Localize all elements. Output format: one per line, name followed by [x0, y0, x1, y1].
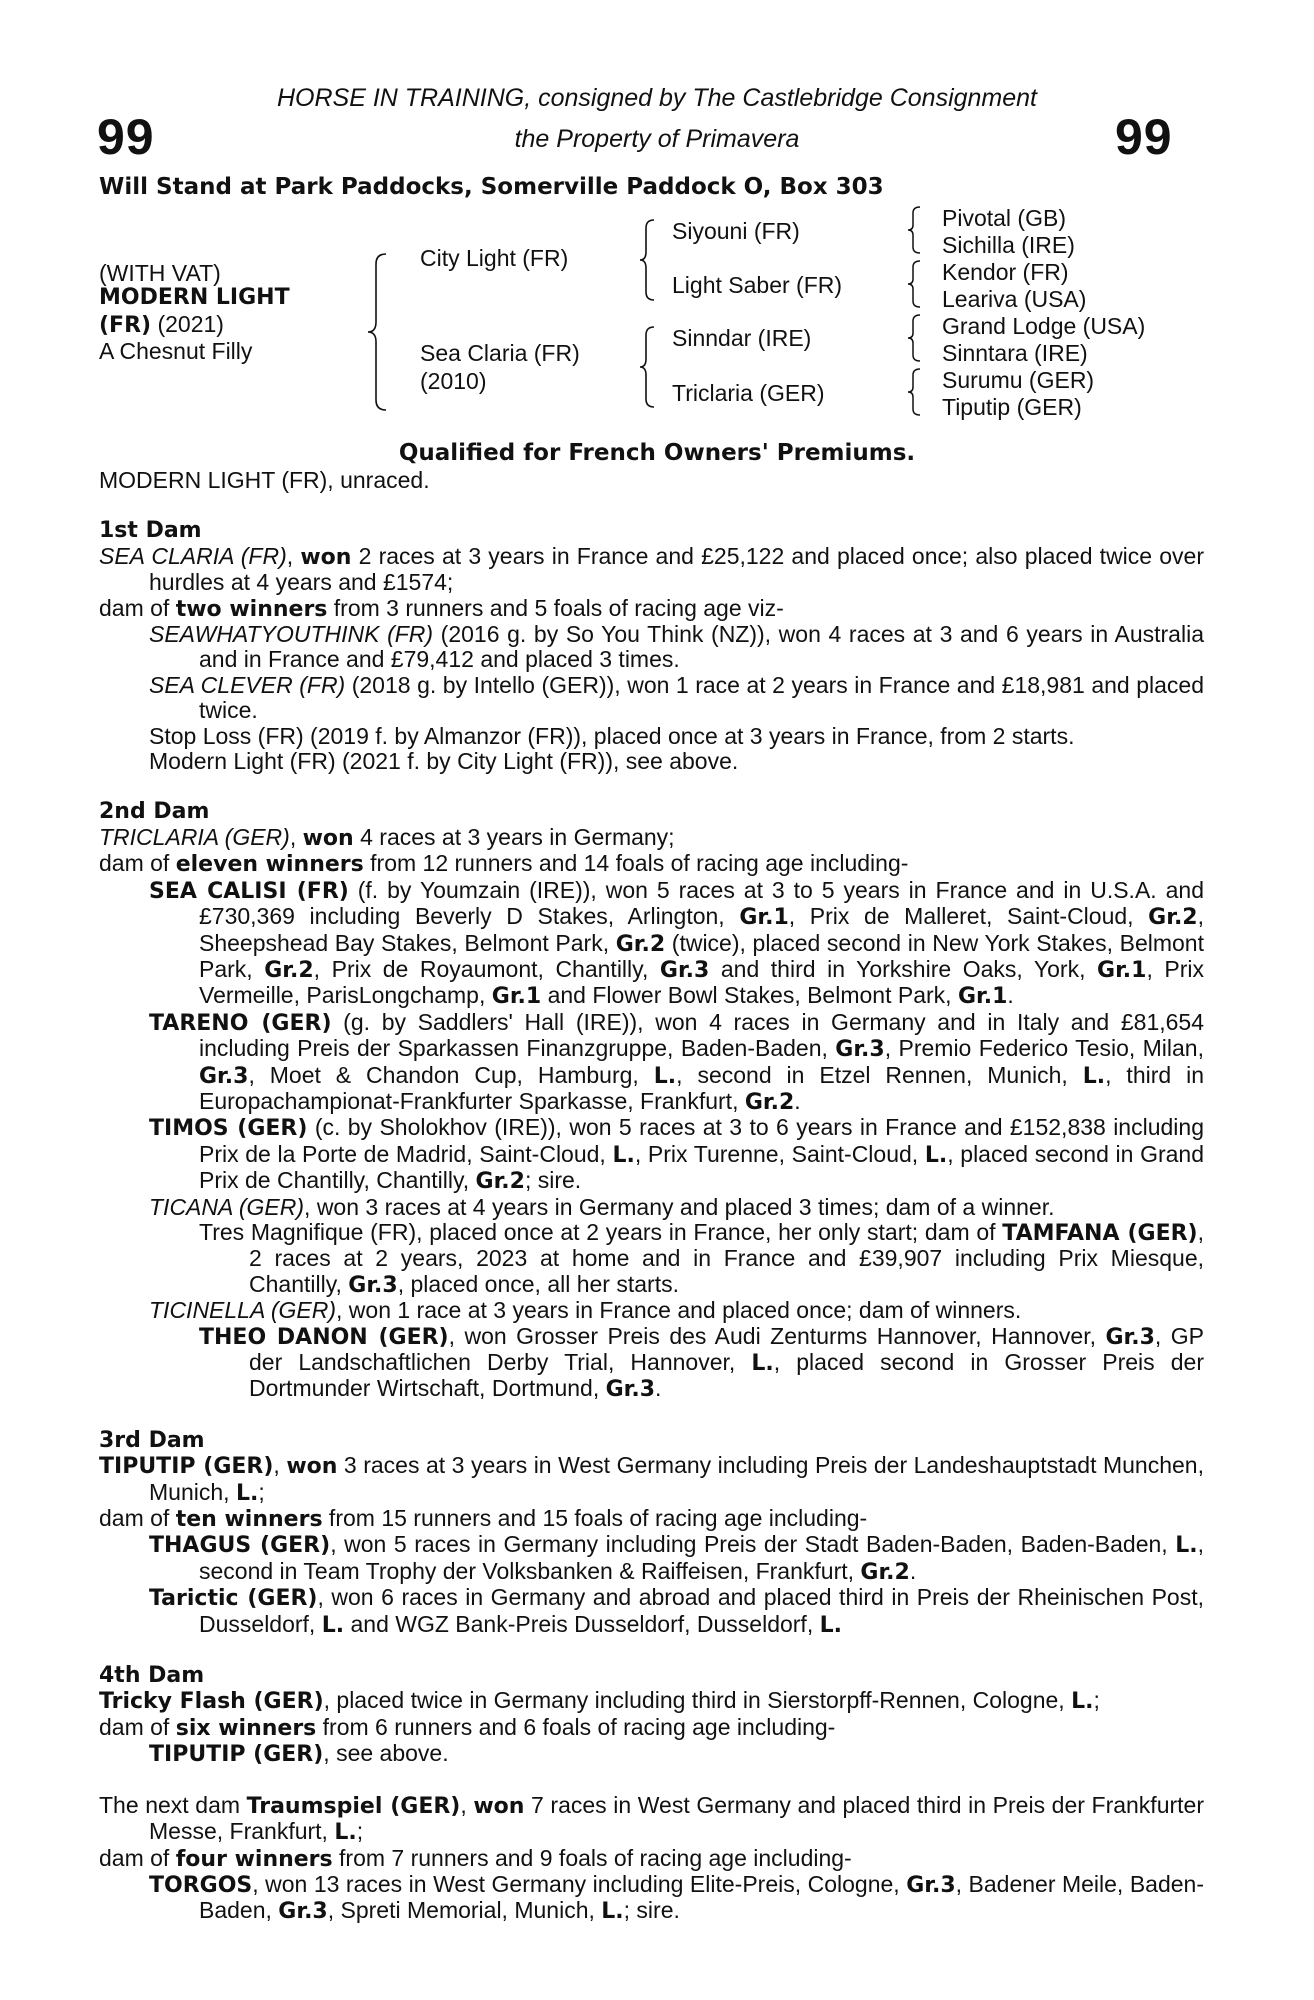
produce-entry: TARENO (GER) (g. by Saddlers' Hall (IRE)), won 4 races in Germany and in Italy and £81,654 including Preis der Sparkassen Finanzgruppe, Baden-Baden, Gr.3, Premio Federico Tesio, Milan, Gr.3, Moet & Chandon Cup, Hamburg, L., second in Etzel Rennen, Munich, L., third in Europachampionat-Frankfurter Sparkasse, Frankfurt, Gr.2. [149, 1008, 1204, 1115]
produce-entry: TICINELLA (GER), won 1 race at 3 years in France and placed once; dam of winners. [149, 1297, 1022, 1324]
next-dam-produce-summary: dam of four winners from 7 runners and 9 foals of racing age including- [99, 1844, 852, 1872]
fourth-dam-record: Tricky Flash (GER), placed twice in Germany including third in Sierstorpff-Rennen, Cologne, L.; [99, 1687, 1100, 1715]
horse-description: A Chesnut Filly [99, 338, 253, 364]
ancestor-g3-6: Sinntara (IRE) [942, 340, 1088, 366]
dam-year: (2010) [420, 368, 487, 394]
produce-entry: THAGUS (GER), won 5 races in Germany including Preis der Stadt Baden-Baden, Baden-Baden, L., second in Team Trophy der Volksbanken & Raiffeisen, Frankfurt, Gr.2. [149, 1531, 1205, 1585]
horse-name: MODERN LIGHT [99, 285, 290, 310]
produce-entry: TORGOS, won 13 races in West Germany including Elite-Preis, Cologne, Gr.3, Badener Meile, Baden-Baden, Gr.3, Spreti Memorial, Munich, L.; sire. [149, 1870, 1204, 1925]
first-dam-heading: 1st Dam [99, 518, 202, 544]
produce-entry: Tres Magnifique (FR), placed once at 2 years in France, her only start; dam of TAMFANA (GER), 2 races at 2 years, 2023 at home and in France and £39,907 including Prix Miesque, Chantilly, Gr.3, placed once, all her starts. [199, 1218, 1204, 1298]
sire-dam: Light Saber (FR) [672, 272, 843, 298]
sire: City Light (FR) [420, 245, 569, 271]
produce-entry: Tarictic (GER), won 6 races in Germany and abroad and placed third in Preis der Rheinischen Post, Dusseldorf, L. and WGZ Bank-Preis Dusseldorf, Dusseldorf, L. [149, 1584, 1204, 1638]
dam-dam: Triclaria (GER) [672, 380, 825, 406]
catalogue-body [99, 468, 1204, 1925]
produce-entry: THEO DANON (GER), won Grosser Preis des Audi Zenturms Hannover, Hannover, Gr.3, GP der Landschaftlichen Derby Trial, Hannover, L., placed second in Grosser Preis der Dortmunder Wirtschaft, Dortmund, Gr.3. [199, 1322, 1205, 1403]
sire-sire: Siyouni (FR) [672, 218, 800, 244]
produce-entry: TIPUTIP (GER), see above. [149, 1740, 449, 1768]
produce-entry: SEA CALISI (FR) (f. by Youmzain (IRE)), won 5 races at 3 to 5 years in France and in U.S.A. and £730,369 including Beverly D Stakes, Arlington, Gr.1, Prix de Malleret, Saint-Cloud, Gr.2, Sheepshead Bay Stakes, Belmont Park, Gr.2 (twice), placed second in New York Stakes, Belmont Park, Gr.2, Prix de Royaumont, Chantilly, Gr.3 and third in Yorkshire Oaks, York, Gr.1, Prix Vermeille, ParisLongchamp, Gr.1 and Flower Bowl Stakes, Belmont Park, Gr.1. [149, 876, 1204, 1010]
pedigree-brace-1 [366, 252, 390, 412]
second-dam-heading: 2nd Dam [99, 799, 210, 825]
fourth-dam-produce-summary: dam of six winners from 6 runners and 6 foals of racing age including- [99, 1713, 836, 1741]
produce-entry: Modern Light (FR) (2021 f. by City Light (FR)), see above. [149, 748, 739, 775]
next-dam-record: The next dam Traumspiel (GER), won 7 races in West Germany and placed third in Preis der Frankfurter Messe, Frankfurt, L.; [99, 1791, 1204, 1846]
ancestor-g3-8: Tiputip (GER) [942, 394, 1082, 420]
horse-summary: MODERN LIGHT (FR), unraced. [99, 467, 430, 493]
pedigree-brace-2a [638, 218, 658, 302]
horse-country-year: (FR) (2021) [99, 311, 224, 338]
dam-sire: Sinndar (IRE) [672, 325, 812, 351]
ancestor-g3-5: Grand Lodge (USA) [942, 313, 1146, 339]
consignment-title: HORSE IN TRAINING, consigned by The Castlebridge Consignment [276, 84, 1038, 112]
stand-location: Will Stand at Park Paddocks, Somerville Paddock O, Box 303 [99, 174, 884, 200]
second-dam-produce-summary: dam of eleven winners from 12 runners and 14 foals of racing age including- [99, 850, 909, 878]
ancestor-g3-7: Surumu (GER) [942, 367, 1095, 393]
ancestor-g3-4: Leariva (USA) [942, 286, 1087, 312]
ancestor-g3-1: Pivotal (GB) [942, 205, 1066, 231]
second-dam-record: TRICLARIA (GER), won 4 races at 3 years in Germany; [99, 823, 675, 851]
produce-entry: SEA CLEVER (FR) (2018 g. by Intello (GER)), won 1 race at 2 years in France and £18,981 and placed twice. [149, 671, 1204, 724]
third-dam-heading: 3rd Dam [99, 1427, 205, 1453]
vat-note: (WITH VAT) [99, 260, 221, 286]
pedigree-brace-3c [906, 313, 924, 363]
first-dam-record: SEA CLARIA (FR), won 2 races at 3 years in France and £25,122 and placed once; also placed twice over hurdles at 4 years and £1574; [99, 542, 1205, 596]
produce-entry: Stop Loss (FR) (2019 f. by Almanzor (FR)), placed once at 3 years in France, from 2 starts. [149, 722, 1075, 749]
dam: Sea Claria (FR) [420, 340, 580, 366]
ancestor-g3-3: Kendor (FR) [942, 259, 1069, 285]
pedigree-brace-2b [638, 325, 658, 409]
owners-premium-note: Qualified for French Owners' Premiums. [398, 440, 916, 466]
pedigree-brace-3d [906, 367, 924, 417]
ancestor-g3-2: Sichilla (IRE) [942, 232, 1075, 258]
lot-number-left: 99 [97, 109, 155, 165]
produce-entry: SEAWHATYOUTHINK (FR) (2016 g. by So You Think (NZ)), won 4 races at 3 and 6 years in Australia and in France and £79,412 and placed 3 times. [149, 621, 1204, 673]
pedigree-brace-3a [906, 205, 924, 255]
fourth-dam-heading: 4th Dam [99, 1663, 205, 1689]
first-dam-produce-summary: dam of two winners from 3 runners and 5 foals of racing age viz- [99, 594, 784, 622]
property-of: the Property of Primavera [514, 125, 800, 153]
third-dam-record: TIPUTIP (GER), won 3 races at 3 years in West Germany including Preis der Landeshauptstadt Munchen, Munich, L.; [99, 1452, 1204, 1506]
produce-entry: TICANA (GER), won 3 races at 4 years in Germany and placed 3 times; dam of a winner. [149, 1193, 1055, 1220]
third-dam-produce-summary: dam of ten winners from 15 runners and 15 foals of racing age including- [99, 1505, 868, 1533]
lot-number-right: 99 [1115, 109, 1173, 165]
pedigree-brace-3b [906, 259, 924, 309]
produce-entry: TIMOS (GER) (c. by Sholokhov (IRE)), won 5 races at 3 to 6 years in France and £152,838 including Prix de la Porte de Madrid, Saint-Cloud, L., Prix Turenne, Saint-Cloud, L., placed second in Grand Prix de Chantilly, Chantilly, Gr.2; sire. [149, 1114, 1204, 1195]
